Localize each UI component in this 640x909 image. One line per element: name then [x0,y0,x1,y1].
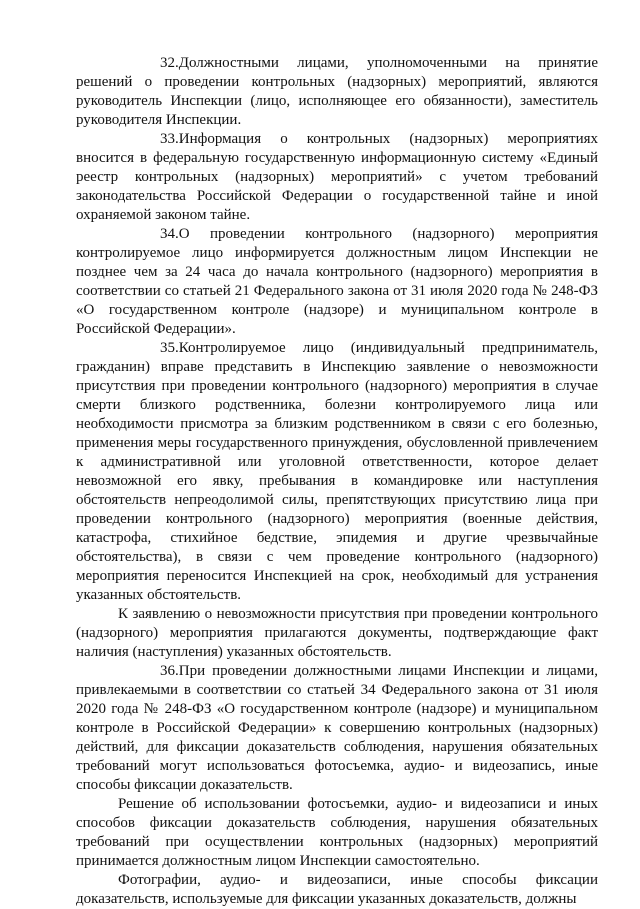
paragraph-32 [76,54,598,130]
paragraph-number: 32. [160,55,179,71]
paragraph-36-continuation-1 [76,795,598,871]
paragraph-text: Информация о контрольных (надзорных) мероприятиях вносится в федеральную государственную информационную систему «Единый реестр контрольных (надзорных) мероприятий» с учетом требований законодательства Российской Федерации о государственной тайне и иной охраняемой законом тайне. [76,131,598,223]
document-page [76,54,598,909]
paragraph-33 [76,130,598,225]
paragraph-number: 34. [160,226,179,242]
paragraph-36 [76,662,598,795]
paragraph-35 [76,339,598,605]
paragraph-34 [76,225,598,339]
paragraph-text: Должностными лицами, уполномоченными на принятие решений о проведении контрольных (надзорных) мероприятий, являются руководитель Инспекции (лицо, исполняющее его обязанности), заместитель руководителя Инспекции. [76,55,598,128]
paragraph-text: При проведении должностными лицами Инспекции и лицами, привлекаемыми в соответствии со статьей 34 Федерального закона от 31 июля 2020 года № 248-ФЗ «О государственном контроле (надзоре) и муниципальном контроле в Российской Федерации» к совершению контрольных (надзорных) действий, для фиксации доказательств соблюдения, нарушения обязательных требований могут использоваться фотосъемка, аудио- и видеозапись, иные способы фиксации доказательств. [76,663,598,793]
paragraph-text: Фотографии, аудио- и видеозаписи, иные способы фиксации доказательств, используемые для фиксации указанных доказательств, должны [76,872,598,907]
paragraph-number: 35. [160,340,179,356]
paragraph-text: О проведении контрольного (надзорного) мероприятия контролируемое лицо информируется должностным лицом Инспекции не позднее чем за 24 часа до начала контрольного (надзорного) мероприятия в соответствии со статьей 21 Федерального закона от 31 июля 2020 года № 248-ФЗ «О государственном контроле (надзоре) и муниципальном контроле в Российской Федерации». [76,226,598,337]
paragraph-text: К заявлению о невозможности присутствия при проведении контрольного (надзорного) мероприятия прилагаются документы, подтверждающие факт наличия (наступления) указанных обстоятельств. [76,606,598,660]
paragraph-number: 36. [160,663,179,679]
paragraph-text: Решение об использовании фотосъемки, аудио- и видеозаписи и иных способов фиксации доказательств соблюдения, нарушения обязательных требований при осуществлении контрольных (надзорных) мероприятий принимается должностным лицом Инспекции самостоятельно. [76,796,598,869]
paragraph-36-continuation-2 [76,871,598,909]
paragraph-text: Контролируемое лицо (индивидуальный предприниматель, гражданин) вправе представить в Инспекцию заявление о невозможности присутствия при проведении контрольного (надзорного) мероприятия в случае смерти близкого родственника, болезни контролируемого лица или необходимости присмотра за близким родственником в связи с его болезнью, применения меры государственного принуждения, обусловленной привлечением к административной или уголовной ответственности, которое делает невозможной его явку, пребывания в командировке или наступления обстоятельств непреодолимой силы, препятствующих присутствию лица при проведении контрольного (надзорного) мероприятия (военные действия, катастрофа, стихийное бедствие, эпидемия и другие чрезвычайные обстоятельства), в связи с чем проведение контрольного (надзорного) мероприятия переносится Инспекцией на срок, необходимый для устранения указанных обстоятельств. [76,340,598,603]
paragraph-number: 33. [160,131,179,147]
paragraph-35-continuation [76,605,598,662]
